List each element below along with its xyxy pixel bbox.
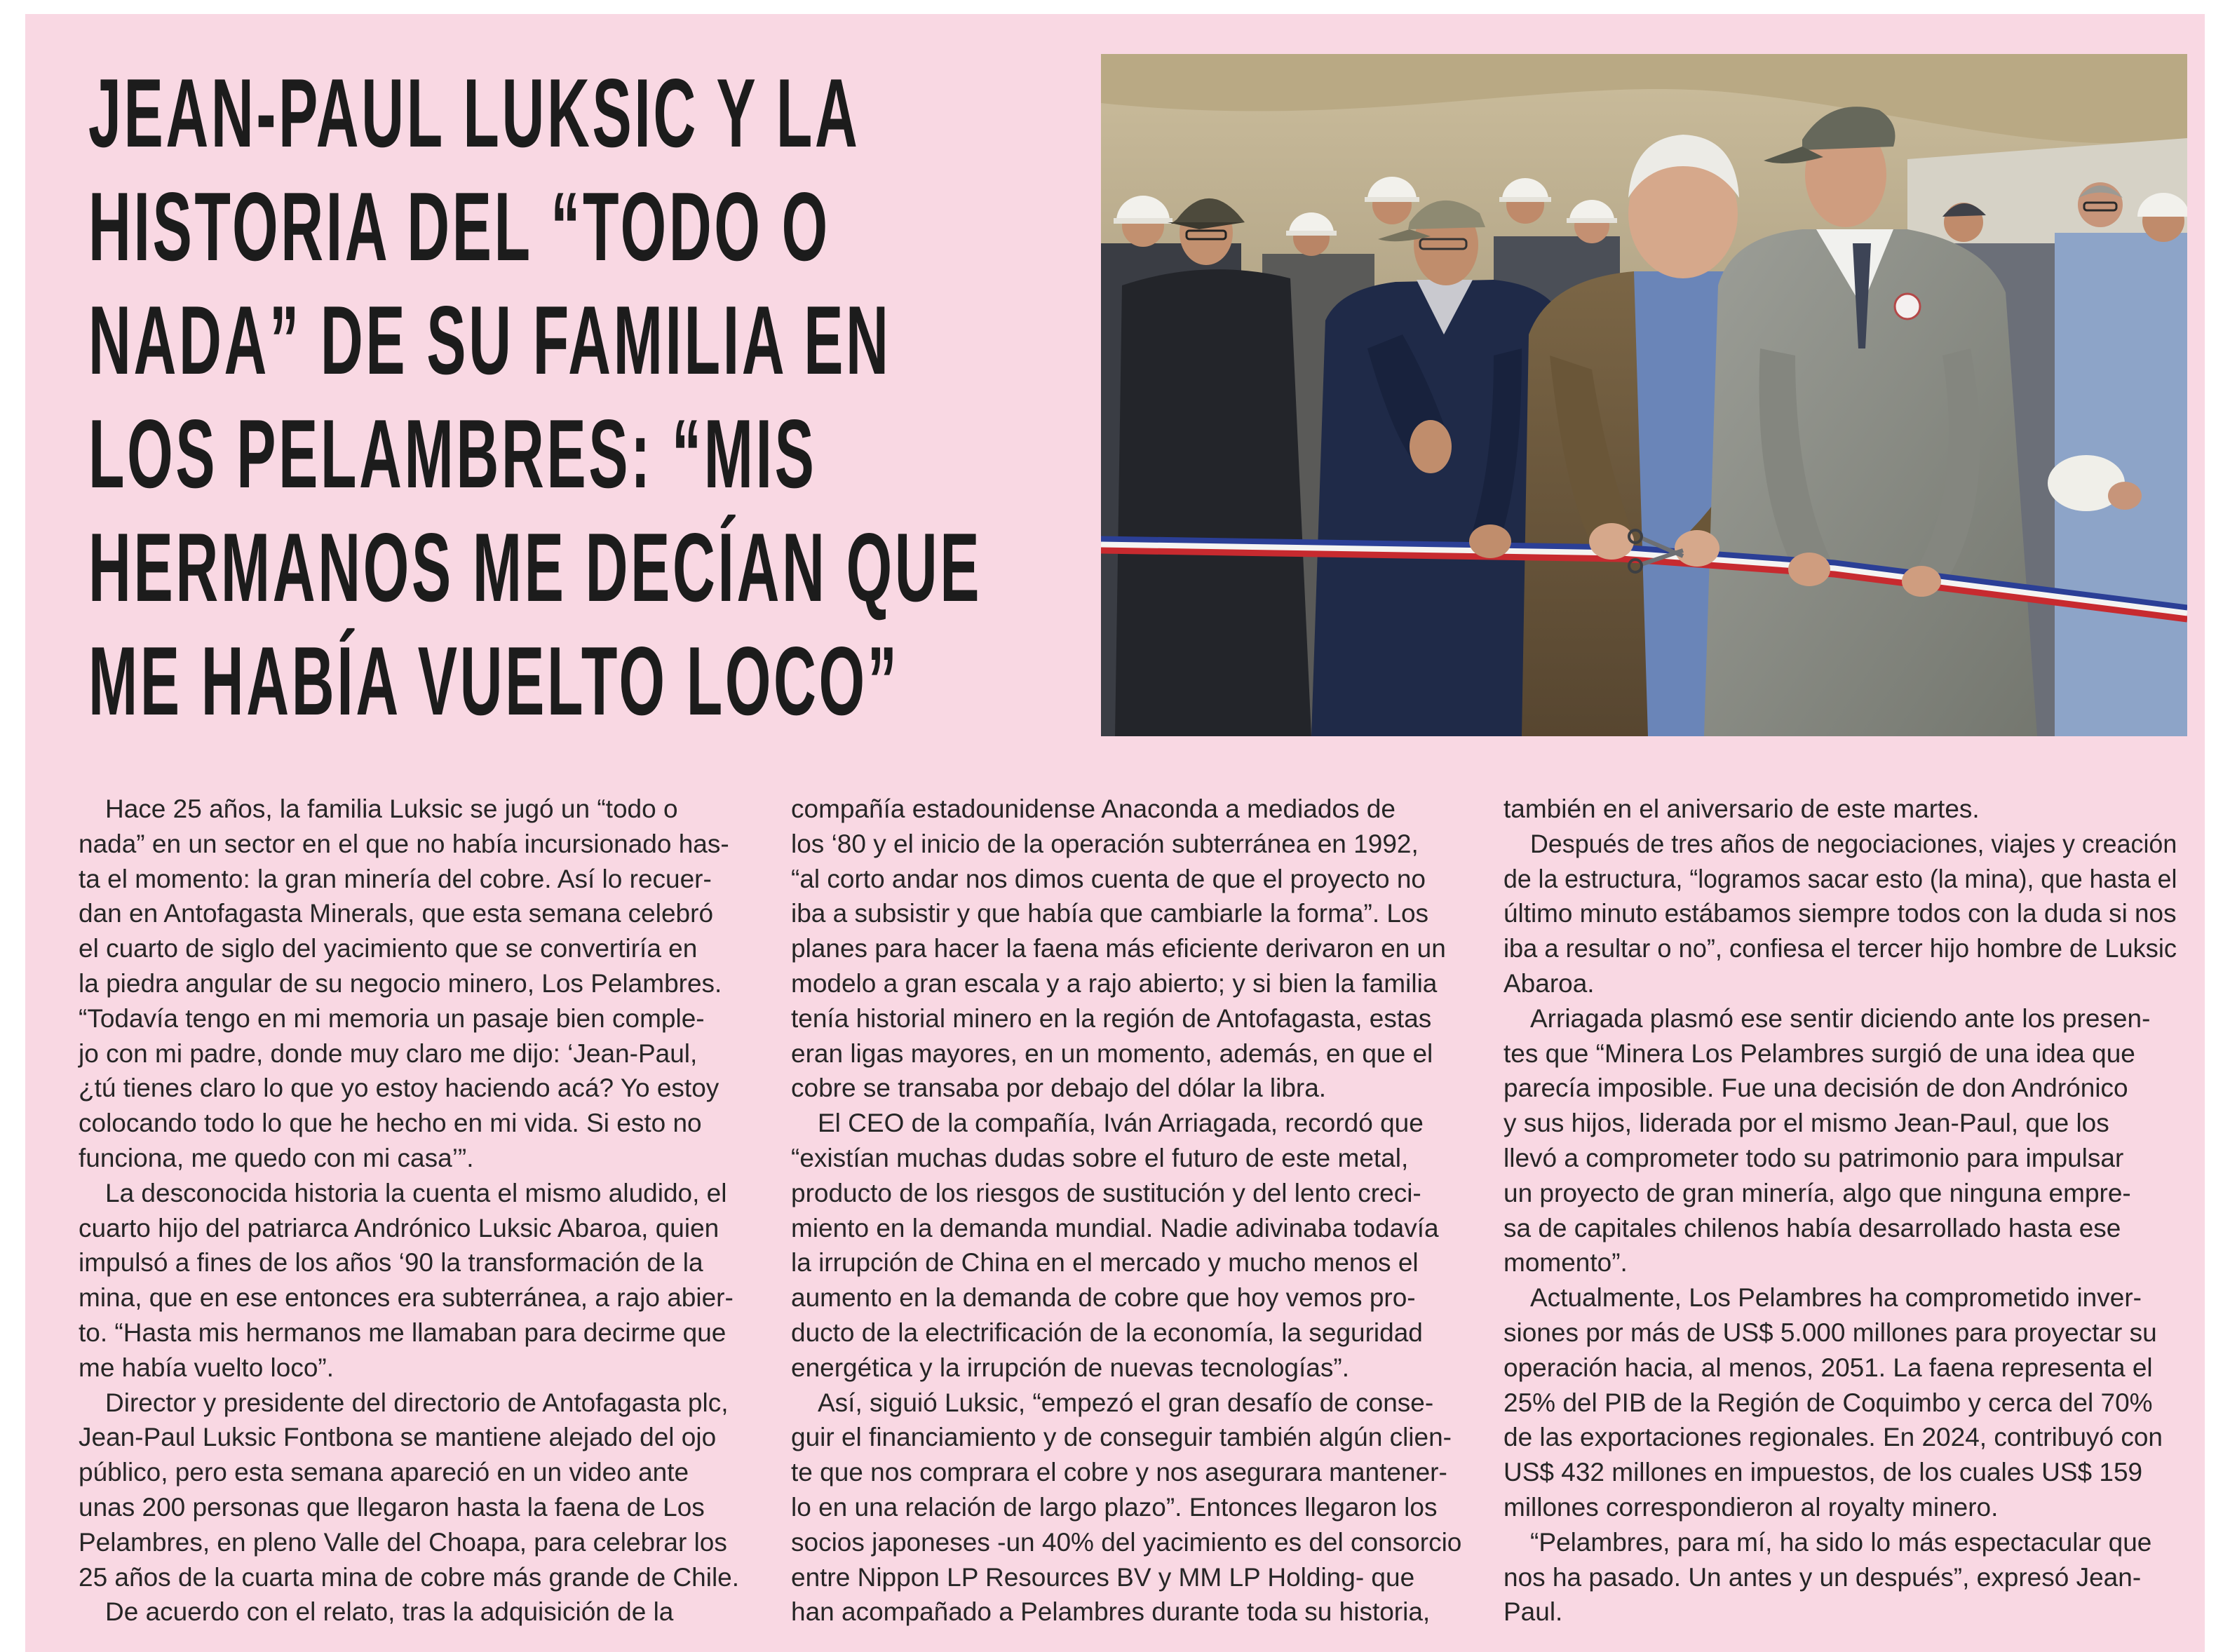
article-line-row (79, 1350, 752, 1386)
article-line: Pelambres, en pleno Valle del Choapa, para celebrar los (79, 1527, 727, 1557)
article-line-row (1503, 1280, 2177, 1315)
article-line: “al corto andar nos dimos cuenta de que el proyecto no (791, 864, 1426, 893)
article-line-row (1503, 1455, 2177, 1490)
article-line: un proyecto de gran minería, algo que ninguna empre- (1503, 1178, 2131, 1207)
article-paragraph (1503, 827, 2177, 1001)
hard-hat-brim (1114, 218, 1173, 224)
article-line-row (791, 1386, 1464, 1421)
article-line-row (1503, 1595, 2177, 1630)
article-line-row (79, 1141, 752, 1176)
article-line: de las exportaciones regionales. En 2024, contribuyó con (1503, 1423, 2163, 1452)
article-line-row (791, 1141, 1464, 1176)
article-line-row (1503, 1420, 2177, 1455)
article-line: los ‘80 y el inicio de la operación subterránea en 1992, (791, 829, 1419, 858)
article-line-row (1503, 1176, 2177, 1211)
article-line: también en el aniversario de este martes. (1503, 794, 1980, 823)
article-line-row (791, 827, 1464, 862)
article-line-row (1503, 827, 2177, 862)
article-line-row (791, 1560, 1464, 1595)
article-paragraph (1503, 1001, 2177, 1280)
article-line: último minuto estábamos siempre todos con la duda si nos (1503, 899, 2177, 928)
article-line: Actualmente, Los Pelambres ha comprometido inver- (1530, 1283, 2142, 1313)
article-line-row (1503, 1560, 2177, 1595)
article-line: La desconocida historia la cuenta el mismo aludido, el (105, 1178, 727, 1207)
article-line-row (791, 1350, 1464, 1386)
article-line: “Pelambres, para mí, ha sido lo más espectacular que (1530, 1527, 2152, 1557)
article-line-row (79, 931, 752, 966)
article-column-1 (79, 792, 752, 1630)
article-line: y sus hijos, liderada por el mismo Jean-Paul, que los (1503, 1109, 2109, 1138)
article-line-row (791, 1525, 1464, 1560)
tweed-jacket (1704, 229, 2037, 736)
headline-line (88, 398, 1070, 511)
article-line: Después de tres años de negociaciones, viajes y creación (1530, 829, 2177, 858)
article-line: de la estructura, “logramos sacar esto (la mina), que hasta el (1503, 864, 2177, 893)
article-line: Hace 25 años, la familia Luksic se jugó un “todo o (105, 794, 678, 823)
article-line-row (791, 931, 1464, 966)
article-line: llevó a comprometer todo su patrimonio para impulsar (1503, 1143, 2124, 1172)
hard-hat-brim (1286, 231, 1337, 236)
article-paragraph (1503, 792, 2177, 827)
article-line-row (79, 862, 752, 897)
article-line: modelo a gran escala y a rajo abierto; y si bien la familia (791, 968, 1438, 998)
article-paragraph (79, 1595, 752, 1630)
article-line: cuarto hijo del patriarca Andrónico Luksic Abaroa, quien (79, 1213, 719, 1243)
hand (1902, 566, 1941, 597)
article-line: Así, siguió Luksic, “empezó el gran desafío de conse- (818, 1388, 1434, 1417)
article-line-row (79, 1490, 752, 1525)
article-line: eran ligas mayores, en un momento, además, en que el (791, 1038, 1433, 1068)
article-line: Jean-Paul Luksic Fontbona se mantiene alejado del ojo (79, 1423, 717, 1452)
article-line-row (791, 966, 1464, 1001)
article-line-row (791, 1315, 1464, 1350)
article-line: tenía historial minero en la región de Antofagasta, estas (791, 1003, 1432, 1033)
hard-hat-brim (1365, 197, 1419, 202)
article-line-row (791, 1595, 1464, 1630)
article-line: producto de los riesgos de sustitución y del lento creci- (791, 1178, 1421, 1207)
article-line-row (1503, 1211, 2177, 1246)
article-line: energética y la irrupción de nuevas tecnologías”. (791, 1353, 1349, 1382)
headline-text: JEAN-PAUL LUKSIC Y LA (88, 59, 860, 168)
article-line: Arriagada plasmó ese sentir diciendo ante los presen- (1530, 1003, 2151, 1033)
article-line-row (791, 1211, 1464, 1246)
article-line-row (791, 1490, 1464, 1525)
article-line: 25% del PIB de la Región de Coquimbo y cerca del 70% (1503, 1388, 2153, 1417)
article-line: Director y presidente del directorio de Antofagasta plc, (105, 1388, 729, 1417)
article-line: parecía imposible. Fue una decisión de don Andrónico (1503, 1074, 2128, 1103)
article-column-2 (791, 792, 1464, 1630)
article-line: lo en una relación de largo plazo”. Entonces llegaron los (791, 1492, 1438, 1522)
article-line-row (79, 1386, 752, 1421)
article-line-row (791, 1176, 1464, 1211)
article-paragraph (79, 1386, 752, 1595)
article-line: siones por más de US$ 5.000 millones para proyectar su (1503, 1318, 2157, 1347)
article-line: US$ 432 millones en impuestos, de los cuales US$ 159 (1503, 1458, 2143, 1487)
hard-hat-brim (1567, 218, 1617, 223)
article-line-row (79, 1560, 752, 1595)
article-line: millones correspondieron al royalty minero. (1503, 1492, 1999, 1522)
article-line-row (1503, 1036, 2177, 1071)
headline-line (88, 170, 1070, 284)
article-line-row (79, 827, 752, 862)
article-line: planes para hacer la faena más eficiente derivaron en un (791, 934, 1446, 963)
article-line: público, pero esta semana apareció en un video ante (79, 1458, 689, 1487)
article-line-row (791, 1106, 1464, 1141)
article-paragraph (791, 792, 1464, 1106)
article-line: ducto de la electrificación de la economía, la seguridad (791, 1318, 1423, 1347)
black-coat (1115, 269, 1311, 736)
article-line: han acompañado a Pelambres durante toda su historia, (791, 1597, 1431, 1627)
headline-text: HERMANOS ME DECÍAN QUE (88, 513, 982, 622)
article-line: guir el financiamiento y de conseguir también algún clien- (791, 1423, 1452, 1452)
article-line: 25 años de la cuarta mina de cobre más grande de Chile. (79, 1562, 740, 1592)
article-line: la irrupción de China en el mercado y mucho menos el (791, 1248, 1419, 1278)
headline-text: LOS PELAMBRES: “MIS (88, 400, 817, 508)
hand (1675, 530, 1719, 567)
article-line: funciona, me quedo con mi casa’”. (79, 1143, 474, 1172)
article-line-row (1503, 1106, 2177, 1141)
article-line: la piedra angular de su negocio minero, Los Pelambres. (79, 968, 722, 998)
article-line-row (79, 1455, 752, 1490)
article-line: nos ha pasado. Un antes y un después”, expresó Jean- (1503, 1562, 2142, 1592)
article-line-row (79, 1315, 752, 1350)
article-paragraph (791, 1106, 1464, 1385)
article-line-row (79, 966, 752, 1001)
ribbon-cutting-photo (1101, 54, 2187, 736)
article-line-row (791, 1001, 1464, 1036)
headline-text: NADA” DE SU FAMILIA EN (88, 286, 891, 395)
article-line-row (79, 1420, 752, 1455)
article-line-row (791, 1036, 1464, 1071)
article-line: ¿tú tienes claro lo que yo estoy haciendo acá? Yo estoy (79, 1074, 719, 1103)
article-line-row (791, 792, 1464, 827)
article-line: Paul. (1503, 1597, 1563, 1627)
headline-line (88, 284, 1070, 398)
article-line: iba a resultar o no”, confiesa el tercer hijo hombre de Luksic (1503, 934, 2177, 963)
article-line-row (79, 1280, 752, 1315)
hand (2108, 482, 2142, 510)
lapel-badge-icon (1895, 294, 1920, 319)
article-line: ta el momento: la gran minería del cobre. Así lo recuer- (79, 864, 712, 893)
article-line-row (79, 1245, 752, 1280)
article-line: el cuarto de siglo del yacimiento que se convertiría en (79, 934, 698, 963)
article-line: impulsó a fines de los años ‘90 la transformación de la (79, 1248, 703, 1278)
article-line-row (1503, 1245, 2177, 1280)
article-line: cobre se transaba por debajo del dólar la libra. (791, 1074, 1327, 1103)
article-line-row (79, 1001, 752, 1036)
article-line: “Todavía tengo en mi memoria un pasaje bien comple- (79, 1003, 705, 1033)
article-paragraph (791, 1386, 1464, 1630)
article-line-row (1503, 966, 2177, 1001)
article-line-row (1503, 1490, 2177, 1525)
article-line: tes que “Minera Los Pelambres surgió de una idea que (1503, 1038, 2135, 1068)
article-line-row (1503, 1350, 2177, 1386)
article-line-row (791, 896, 1464, 931)
headline-line (88, 511, 1070, 625)
article-line: to. “Hasta mis hermanos me llamaban para decirme que (79, 1318, 727, 1347)
man-in-black-coat (1115, 198, 1311, 736)
headline-text: HISTORIA DEL “TODO O (88, 172, 830, 281)
article-line: dan en Antofagasta Minerals, que esta semana celebró (79, 899, 714, 928)
article-line-row (79, 1071, 752, 1106)
article-line-row (1503, 792, 2177, 827)
article-line-row (1503, 1525, 2177, 1560)
article-line-row (79, 1525, 752, 1560)
article-line: mina, que en ese entonces era subterránea, a rajo abier- (79, 1283, 734, 1313)
article-line-row (1503, 1141, 2177, 1176)
article-line: unas 200 personas que llegaron hasta la faena de Los (79, 1492, 705, 1522)
hand (1589, 523, 1634, 560)
article-line: aumento en la demanda de cobre que hoy vemos pro- (791, 1283, 1416, 1313)
article-line: Abaroa. (1503, 968, 1595, 998)
article-line-row (791, 1245, 1464, 1280)
article-line-row (791, 1455, 1464, 1490)
hard-hat-brim (1499, 197, 1551, 202)
article-paragraph (79, 1176, 752, 1386)
article-line: te que nos comprara el cobre y nos asegurara mantener- (791, 1458, 1447, 1487)
article-line-row (791, 1280, 1464, 1315)
article-line: El CEO de la compañía, Iván Arriagada, recordó que (818, 1109, 1424, 1138)
article-line: me había vuelto loco”. (79, 1353, 334, 1382)
headline-line (88, 57, 1070, 170)
crowd-person (2078, 182, 2123, 227)
headline (88, 57, 1070, 738)
article-line: nada” en un sector en el que no había incursionado has- (79, 829, 729, 858)
article-line: compañía estadounidense Anaconda a mediados de (791, 794, 1396, 823)
article-line: De acuerdo con el relato, tras la adquisición de la (105, 1597, 674, 1627)
article-paragraph (1503, 1280, 2177, 1525)
article-line-row (791, 862, 1464, 897)
article-line-row (79, 1106, 752, 1141)
article-line-row (1503, 1386, 2177, 1421)
article-line-row (79, 1211, 752, 1246)
article-line-row (79, 1595, 752, 1630)
article-line-row (79, 1036, 752, 1071)
article-line: sa de capitales chilenos había desarrollado hasta ese (1503, 1213, 2121, 1243)
article-paragraph (1503, 1525, 2177, 1630)
article-line-row (1503, 1315, 2177, 1350)
article-line-row (79, 896, 752, 931)
article-line-row (79, 1176, 752, 1211)
article-line-row (1503, 1001, 2177, 1036)
article-line-row (1503, 931, 2177, 966)
article-line: entre Nippon LP Resources BV y MM LP Holding- que (791, 1562, 1415, 1592)
article-line: colocando todo lo que he hecho en mi vida. Si esto no (79, 1109, 702, 1138)
article-column-3 (1503, 792, 2177, 1630)
article-line: jo con mi padre, donde muy claro me dijo: ‘Jean-Paul, (79, 1038, 698, 1068)
article-line: iba a subsistir y que había que cambiarle la forma”. Los (791, 899, 1429, 928)
article-line: socios japoneses -un 40% del yacimiento es del consorcio (791, 1527, 1462, 1557)
headline-text: ME HABÍA VUELTO LOCO” (88, 627, 900, 736)
article-line: operación hacia, al menos, 2051. La faena representa el (1503, 1353, 2153, 1382)
article-line-row (791, 1420, 1464, 1455)
article-line: “existían muchas dudas sobre el futuro de este metal, (791, 1143, 1409, 1172)
article-line-row (1503, 896, 2177, 931)
article-line-row (79, 792, 752, 827)
article-line-row (791, 1071, 1464, 1106)
article-line-row (1503, 862, 2177, 897)
hand (1410, 420, 1452, 473)
article-line-row (1503, 1071, 2177, 1106)
article-paragraph (79, 792, 752, 1176)
hand (1469, 524, 1511, 558)
headline-line (88, 625, 1070, 738)
article-line: miento en la demanda mundial. Nadie adivinaba todavía (791, 1213, 1439, 1243)
hand (1788, 553, 1830, 586)
article-line: momento”. (1503, 1248, 1628, 1278)
